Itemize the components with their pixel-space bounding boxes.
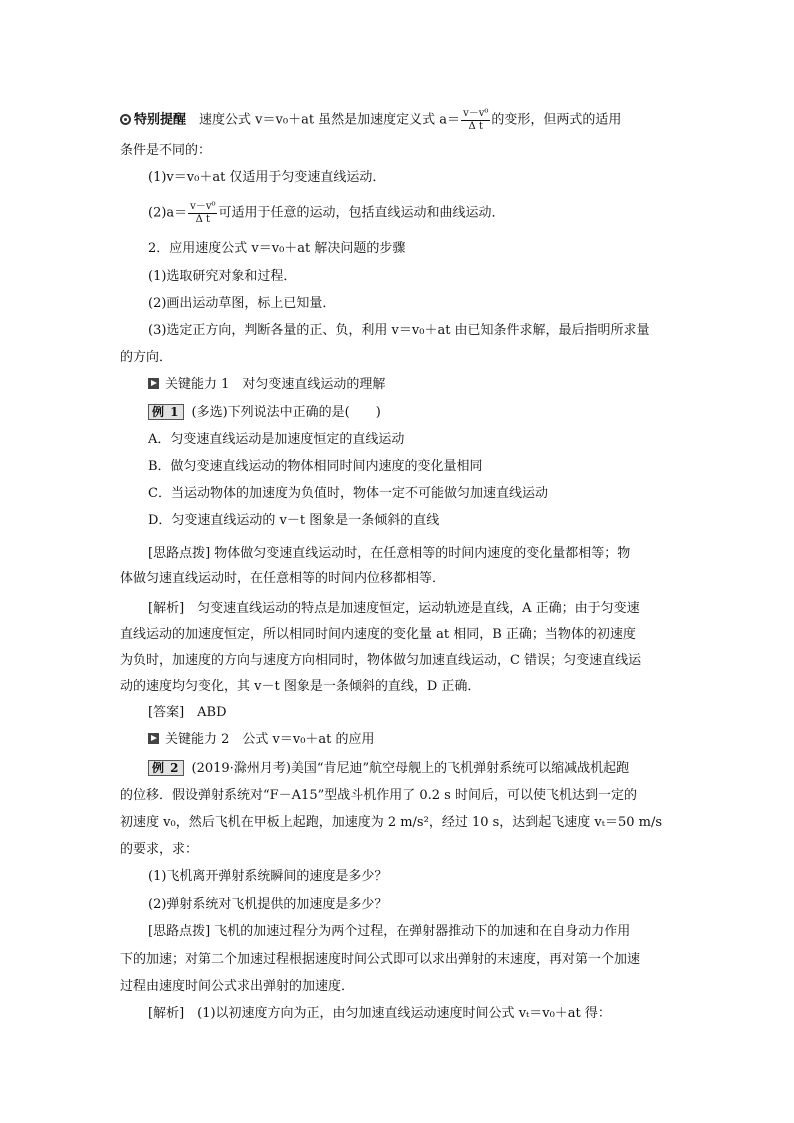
hint-2-b: 下的加速；对第二个加速过程根据速度时间公式即可以求出弹射的末速度，再对第一个加速 <box>120 952 641 967</box>
option-c: C．当运动物体的加速度为负值时，物体一定不可能做匀加速直线运动 <box>148 486 548 501</box>
hint-1-a: [思路点拨] 物体做匀变速直线运动时，在任意相等的时间内速度的变化量都相等；物 <box>148 546 631 561</box>
tip-line-2: 条件是不同的： <box>120 143 212 158</box>
analysis-1-d: 动的速度均匀变化，其 v－t 图象是一条倾斜的直线，D 正确． <box>120 679 481 694</box>
tip-item-2: (2)a＝ $\frac{\text{v－v⁰}}{\text{Δ t}}$ 可适用于任意的运动，包括直线运动和曲线运动． <box>148 201 505 225</box>
analysis-1-a: [解析] 匀变速直线运动的特点是加速度恒定，运动轨迹是直线，A 正确；由于匀变速 <box>148 601 640 616</box>
step-3-a: (3)选定正方向，判断各量的正、负，利用 v＝v₀＋at 由已知条件求解，最后指明所求量 <box>148 323 650 338</box>
hint-2-c: 过程由速度时间公式求出弹射的加速度． <box>120 979 355 994</box>
step-2: (2)画出运动草图，标上已知量． <box>148 296 336 311</box>
example-2-question-c: 初速度 v₀，然后飞机在甲板上起跑，加速度为 2 m/s²，经过 10 s，达到起飞速度 vₜ＝50 m/s <box>120 815 663 830</box>
tip-text-b: 的变形，但两式的适用 <box>491 112 622 128</box>
example-1-tag: 例 1 <box>148 404 184 420</box>
steps-title: 2．应用速度公式 v＝v₀＋at 解决问题的步骤 <box>148 241 406 256</box>
ability-1-heading: 关键能力 1 对匀变速直线运动的理解 <box>148 378 385 391</box>
example-2-question-a: 例 2 (2019·滁州月考)美国“肯尼迪”航空母舰上的飞机弹射系统可以缩减战机起跑 <box>148 760 629 776</box>
tip-text-a: 速度公式 v＝v₀＋at 虽然是加速度定义式 a＝ <box>199 112 461 128</box>
tip-item-1: (1)v＝v₀＋at 仅适用于匀变速直线运动． <box>148 170 386 185</box>
analysis-1-c: 为负时，加速度的方向与速度方向相同时，物体做匀加速直线运动，C 错误；匀变速直线运 <box>120 653 642 668</box>
tip-label: 特别提醒 <box>134 112 187 128</box>
step-1: (1)选取研究对象和过程． <box>148 269 297 284</box>
option-b: B．做匀变速直线运动的物体相同时间内速度的变化量相同 <box>148 459 483 474</box>
sub-question-1: (1)飞机离开弹射系统瞬间的速度是多少？ <box>148 869 388 884</box>
option-d: D．匀变速直线运动的 v－t 图象是一条倾斜的直线 <box>148 513 440 528</box>
hint-2-a: [思路点拨] 飞机的加速过程分为两个过程，在弹射器推动下的加速和在自身动力作用 <box>148 924 631 939</box>
play-triangle-icon <box>148 733 159 744</box>
example-2-question-d: 的要求，求： <box>120 842 199 857</box>
hint-1-b: 体做匀速直线运动时，在任意相等的时间内位移都相等． <box>120 571 446 586</box>
answer-1: [答案] ABD <box>148 705 227 720</box>
acceleration-fraction-2: $\frac{\text{v－v⁰}}{\text{Δ t}}$ <box>190 201 216 225</box>
example-2-question-b: 的位移．假设弹射系统对“F－A15”型战斗机作用了 0.2 s 时间后，可以使飞机达到一定的 <box>120 788 637 803</box>
acceleration-fraction: $\frac{\text{v－v⁰}}{\text{Δ t}}$ <box>463 108 489 132</box>
analysis-2-a: [解析] (1)以初速度方向为正，由匀加速直线运动速度时间公式 vₜ＝v₀＋at 得： <box>148 1006 611 1021</box>
option-a: A．匀变速直线运动是加速度恒定的直线运动 <box>148 432 405 447</box>
reminder-circle-icon <box>120 114 131 125</box>
analysis-1-b: 直线运动的加速度恒定，所以相同时间内速度的变化量 at 相同，B 正确；当物体的初速度 <box>120 627 636 642</box>
step-3-b: 的方向． <box>120 350 173 365</box>
tip-line-1 <box>120 108 674 132</box>
example-1-question: 例 1 (多选)下列说法中正确的是( ) <box>148 404 381 420</box>
ability-2-heading: 关键能力 2 公式 v＝v₀＋at 的应用 <box>148 733 375 746</box>
play-triangle-icon <box>148 378 159 389</box>
example-2-tag: 例 2 <box>148 760 184 776</box>
sub-question-2: (2)弹射系统对飞机提供的加速度是多少？ <box>148 897 388 912</box>
